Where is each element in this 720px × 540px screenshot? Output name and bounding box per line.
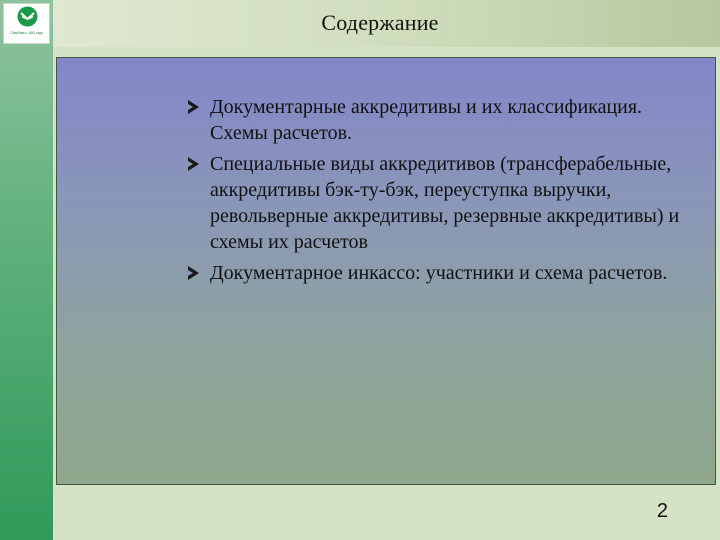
slide-title: Содержание bbox=[321, 10, 439, 35]
list-item bbox=[188, 94, 693, 146]
arrow-bullet-icon bbox=[188, 157, 199, 171]
page-number: 2 bbox=[656, 500, 668, 522]
list-item-text: Специальные виды аккредитивов (трансферабельные, аккредитивы бэк-ту-бэк, переуступка выручки, револьверные аккредитивы, резервные аккредитивы) и схемы их расчетов bbox=[210, 153, 680, 253]
left-decor-stripe bbox=[0, 0, 53, 540]
list-item bbox=[188, 260, 693, 286]
list-item-text: Документарное инкассо: участники и схема расчетов. bbox=[210, 262, 668, 284]
list-item bbox=[188, 151, 693, 255]
content-list bbox=[188, 94, 693, 291]
logo-text: Сбербанк с 1841 года bbox=[10, 31, 43, 35]
arrow-bullet-icon bbox=[188, 100, 199, 114]
arrow-bullet-icon bbox=[188, 266, 199, 280]
list-item-text: Документарные аккредитивы и их классификация. Схемы расчетов. bbox=[210, 96, 643, 144]
